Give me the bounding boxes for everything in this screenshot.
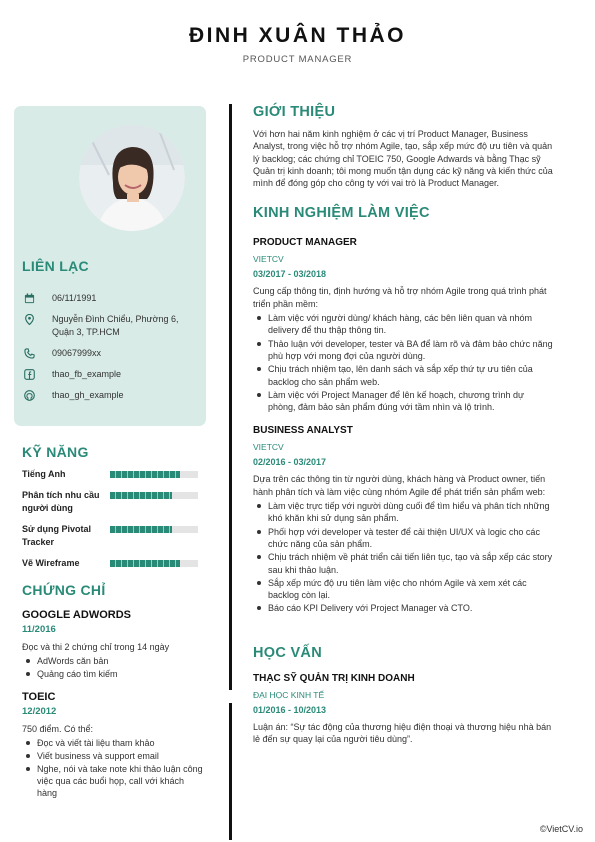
skill-bar (110, 471, 198, 478)
skill-bar-fill (110, 560, 180, 567)
skill-bar-fill (110, 492, 172, 499)
skill-label: Vẽ Wireframe (22, 558, 80, 568)
avatar-photo-icon (79, 125, 185, 231)
certificate-item (22, 691, 206, 799)
skill-item (22, 557, 198, 570)
job-bullets (253, 312, 553, 413)
contact-text: Nguyễn Đình Chiểu, Phường 6, Quận 3, TP.HCM (52, 314, 179, 337)
bullet-item: Quảng cáo tìm kiếm (22, 668, 206, 680)
job-company: VIETCV (253, 254, 284, 265)
bullet-item: Chịu trách nhiệm tạo, lên danh sách và sắp xếp thứ tự ưu tiên của backlog cho sản phẩm web. (253, 363, 553, 388)
job-company: VIETCV (253, 442, 284, 453)
resume-header (0, 0, 595, 65)
job-title: BUSINESS ANALYST (253, 425, 353, 437)
contact-list (22, 292, 202, 410)
certificate-item (22, 609, 206, 680)
contact-item-birthday (22, 292, 202, 305)
bullet-item: Thảo luận với developer, tester và BA để làm rõ và đảm bảo chức năng phù hợp với mong đợi của người dùng. (253, 338, 553, 363)
job-title: PRODUCT MANAGER (253, 237, 357, 249)
certificate-date: 12/2012 (22, 706, 57, 717)
skills-section (22, 444, 198, 570)
profile-card (14, 106, 206, 426)
bullet-item: Báo cáo KPI Delivery với Project Manager và CTO. (253, 602, 553, 614)
job-date: 02/2016 - 03/2017 (253, 457, 327, 468)
phone-icon (22, 347, 36, 360)
job-desc: Cung cấp thông tin, định hướng và hỗ trợ nhóm Agile trong quá trình phát triển phần mềm: (253, 286, 547, 309)
contact-item-address (22, 313, 202, 339)
education-section (253, 645, 553, 746)
avatar (79, 125, 185, 231)
job-item (253, 237, 553, 413)
bullet-item: Phối hợp với developer và tester để cải thiện UI/UX và logic cho các chức năng của sản phẩm. (253, 526, 553, 551)
footer-brand[interactable]: ©VietCV.io (539, 824, 583, 834)
intro-section (253, 104, 553, 189)
contact-text: 09067999xx (52, 348, 102, 358)
education-text: Luận án: “Sự tác động của thương hiệu điện thoại và thương hiệu nhà bán lẻ đến sự quay lại của người tiêu dùng”. (253, 721, 552, 745)
contact-text: 06/11/1991 (52, 293, 97, 303)
education-degree: THẠC SỸ QUẢN TRỊ KINH DOANH (253, 672, 415, 684)
bullet-item: Viết business và support email (22, 750, 206, 762)
contact-text: thao_fb_example (52, 369, 122, 379)
skill-list (22, 468, 198, 570)
job-bullets (253, 500, 553, 615)
education-item (253, 673, 553, 746)
contact-item-facebook[interactable] (22, 368, 202, 381)
job-item (253, 425, 553, 614)
experience-section (253, 205, 553, 614)
bullet-item: Sắp xếp mức độ ưu tiên làm việc cho nhóm Agile và xem xét các backlog còn lại. (253, 577, 553, 602)
divider-line (229, 104, 232, 238)
skill-bar (110, 560, 198, 567)
location-pin-icon (22, 313, 36, 326)
education-school: ĐẠI HỌC KINH TẾ (253, 689, 325, 700)
bullet-item: Chịu trách nhiệm về phát triển cải tiến liên tục, tạo và sắp xếp các story sau khi thảo luận. (253, 551, 553, 576)
skill-bar (110, 492, 198, 499)
bullet-item: Nghe, nói và take note khi thảo luận công việc qua các buổi họp, call với khách hàng (22, 763, 206, 799)
skill-item (22, 489, 198, 515)
experience-section-title: KINH NGHIỆM LÀM VIỆC (253, 205, 430, 222)
education-date: 01/2016 - 10/2013 (253, 704, 327, 715)
education-section-title: HỌC VẤN (253, 644, 322, 661)
certificate-date: 11/2016 (22, 624, 56, 635)
contact-text: thao_gh_example (52, 390, 124, 400)
bullet-item: Làm việc với người dùng/ khách hàng, các bên liên quan và nhóm delivery để thu thập thông tin. (253, 312, 553, 337)
bullet-item: AdWords căn bản (22, 655, 206, 667)
certificate-desc: Đọc và thi 2 chứng chỉ trong 14 ngày (22, 642, 170, 652)
certificate-bullets (22, 737, 206, 799)
certificate-desc: 750 điểm. Có thể: (22, 724, 94, 734)
skill-label: Phân tích nhu cầu người dùng (22, 490, 100, 513)
job-date: 03/2017 - 03/2018 (253, 269, 327, 280)
skill-bar-fill (110, 526, 172, 533)
bullet-item: Đọc và viết tài liệu tham khảo (22, 737, 206, 749)
contact-section-title: LIÊN LẠC (22, 258, 89, 274)
contact-item-github[interactable] (22, 389, 202, 402)
skill-item (22, 523, 198, 549)
left-column (14, 106, 206, 426)
skill-item (22, 468, 198, 481)
divider-line (229, 703, 232, 840)
skill-bar-fill (110, 471, 180, 478)
right-column (253, 104, 553, 745)
candidate-name: ĐINH XUÂN THẢO (189, 24, 406, 47)
bullet-item: Làm việc trực tiếp với người dùng cuối để tìm hiểu và phân tích những khó khăn khi sử dụng sản phẩm. (253, 500, 553, 525)
calendar-icon (22, 292, 36, 305)
intro-text: Với hơn hai năm kinh nghiệm ở các vị trí Product Manager, Business Analyst, trong việc hỗ trợ nhóm Agile, tạo, sắp xếp mức độ ưu tiên và quản lý backlog; các chứng chỉ TOEIC 750, Google Adwards và bằng Thạc sỹ Quản trị kinh doanh; tôi mong muốn tận dụng các kỹ năng và kiến thức của mình để đóng góp cho công ty với vai trò là Product Manager. (253, 129, 553, 189)
bullet-item: Làm việc với Project Manager để lên kế hoạch, chương trình dự phòng, đảm bảo sản phẩm đúng với tầm nhìn và lộ trình. (253, 389, 553, 414)
facebook-icon (22, 368, 36, 381)
certificate-title: TOEIC (22, 691, 56, 703)
skill-bar (110, 526, 198, 533)
job-desc: Dựa trên các thông tin từ người dùng, khách hàng và Product owner, tiến hành phân tích và làm việc cùng nhóm Agile để phát triển sản phẩm web: (253, 474, 546, 497)
candidate-role: PRODUCT MANAGER (242, 54, 353, 65)
skill-label: Sử dụng Pivotal Tracker (22, 524, 92, 547)
certificates-section (22, 582, 206, 800)
skills-section-title: KỸ NĂNG (22, 444, 89, 460)
contact-item-phone (22, 347, 202, 360)
divider-line (229, 232, 232, 690)
github-icon (22, 389, 36, 402)
certificate-title: GOOGLE ADWORDS (22, 609, 131, 621)
intro-section-title: GIỚI THIỆU (253, 104, 336, 120)
skill-label: Tiếng Anh (22, 469, 66, 479)
certificate-bullets (22, 655, 206, 680)
certificates-section-title: CHỨNG CHỈ (22, 582, 106, 598)
